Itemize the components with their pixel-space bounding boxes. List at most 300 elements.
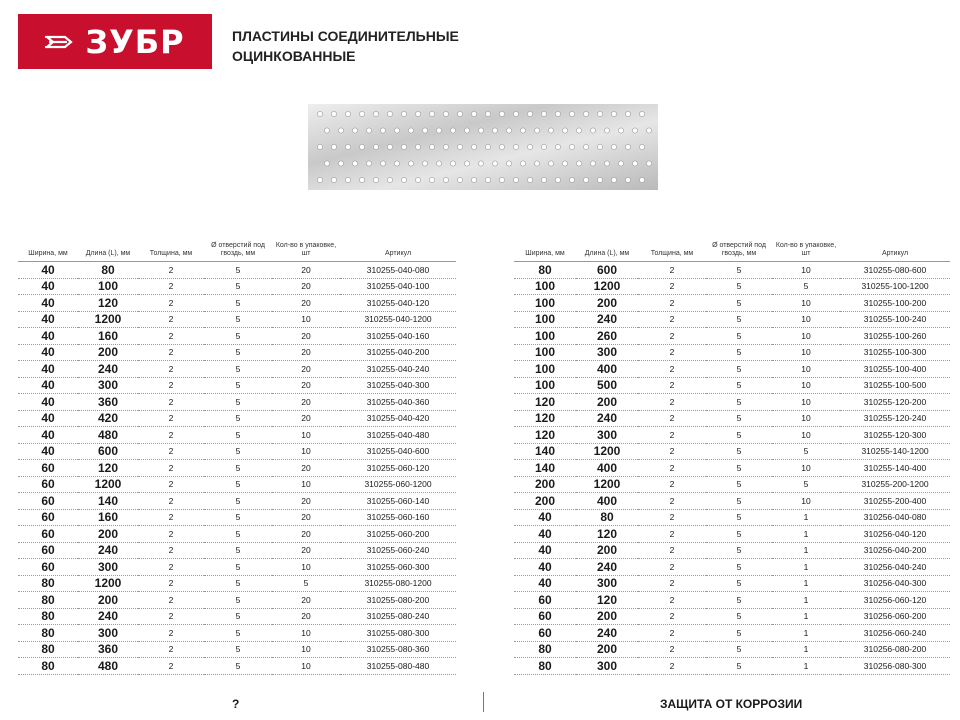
col-width: Ширина, мм xyxy=(18,230,78,262)
plate-hole xyxy=(485,144,490,149)
thickness-cell: 2 xyxy=(638,344,706,361)
plate-hole xyxy=(520,128,525,133)
length-cell: 120 xyxy=(78,460,138,477)
brand-logo xyxy=(18,14,212,69)
plate-hole xyxy=(499,177,504,182)
article-cell: 310255-060-140 xyxy=(340,493,456,510)
plate-hole xyxy=(534,128,539,133)
hole-diameter-cell: 5 xyxy=(204,344,272,361)
table-row xyxy=(18,625,456,642)
pack-qty-cell: 20 xyxy=(272,278,340,295)
plate-hole xyxy=(569,177,574,182)
width-cell: 100 xyxy=(514,295,576,312)
article-cell: 310255-080-600 xyxy=(840,262,950,279)
hole-diameter-cell: 5 xyxy=(706,295,772,312)
plate-hole xyxy=(317,111,322,116)
table-row xyxy=(18,641,456,658)
thickness-cell: 2 xyxy=(138,328,204,345)
table-row xyxy=(18,592,456,609)
plate-hole xyxy=(387,144,392,149)
plate-hole xyxy=(555,144,560,149)
plate-hole xyxy=(387,111,392,116)
pack-qty-cell: 20 xyxy=(272,526,340,543)
hole-diameter-cell: 5 xyxy=(204,592,272,609)
hole-diameter-cell: 5 xyxy=(706,410,772,427)
article-cell: 310255-120-240 xyxy=(840,410,950,427)
plate-hole xyxy=(408,161,413,166)
plate-hole xyxy=(576,128,581,133)
thickness-cell: 2 xyxy=(638,443,706,460)
hole-diameter-cell: 5 xyxy=(706,608,772,625)
thickness-cell: 2 xyxy=(638,526,706,543)
plate-hole xyxy=(646,161,651,166)
article-cell: 310255-040-100 xyxy=(340,278,456,295)
table-row xyxy=(514,328,950,345)
table-row xyxy=(514,295,950,312)
pack-qty-cell: 1 xyxy=(772,559,840,576)
hole-diameter-cell: 5 xyxy=(204,509,272,526)
article-cell: 310255-040-480 xyxy=(340,427,456,444)
table-row xyxy=(18,427,456,444)
length-cell: 1200 xyxy=(576,476,638,493)
thickness-cell: 2 xyxy=(138,361,204,378)
plate-hole xyxy=(471,111,476,116)
col-pack-qty: Кол-во в упаковке, шт xyxy=(272,230,340,262)
width-cell: 40 xyxy=(18,328,78,345)
hole-diameter-cell: 5 xyxy=(706,377,772,394)
thickness-cell: 2 xyxy=(638,509,706,526)
pack-qty-cell: 20 xyxy=(272,377,340,394)
thickness-cell: 2 xyxy=(138,509,204,526)
plate-hole xyxy=(611,144,616,149)
table-row xyxy=(514,559,950,576)
article-cell: 310255-200-1200 xyxy=(840,476,950,493)
thickness-cell: 2 xyxy=(138,443,204,460)
plate-hole xyxy=(380,128,385,133)
thickness-cell: 2 xyxy=(138,262,204,279)
plate-hole xyxy=(604,161,609,166)
article-cell: 310255-100-300 xyxy=(840,344,950,361)
thickness-cell: 2 xyxy=(638,625,706,642)
length-cell: 240 xyxy=(576,311,638,328)
pack-qty-cell: 10 xyxy=(272,625,340,642)
thickness-cell: 2 xyxy=(638,278,706,295)
thickness-cell: 2 xyxy=(638,592,706,609)
perforated-plate-image xyxy=(308,104,658,190)
table-row xyxy=(514,443,950,460)
plate-hole xyxy=(569,144,574,149)
right-spec-table xyxy=(514,230,950,675)
article-cell: 310255-080-200 xyxy=(340,592,456,609)
thickness-cell: 2 xyxy=(138,592,204,609)
length-cell: 360 xyxy=(78,641,138,658)
width-cell: 80 xyxy=(18,625,78,642)
plate-hole xyxy=(352,128,357,133)
thickness-cell: 2 xyxy=(138,394,204,411)
pack-qty-cell: 10 xyxy=(772,493,840,510)
table-row xyxy=(18,526,456,543)
article-cell: 310255-040-120 xyxy=(340,295,456,312)
pack-qty-cell: 10 xyxy=(272,311,340,328)
width-cell: 40 xyxy=(18,427,78,444)
plate-hole xyxy=(583,177,588,182)
plate-hole xyxy=(387,177,392,182)
length-cell: 1200 xyxy=(78,476,138,493)
width-cell: 40 xyxy=(18,443,78,460)
length-cell: 420 xyxy=(78,410,138,427)
hole-diameter-cell: 5 xyxy=(204,443,272,460)
width-cell: 80 xyxy=(18,575,78,592)
table-row xyxy=(514,575,950,592)
plate-hole xyxy=(646,128,651,133)
hole-diameter-cell: 5 xyxy=(204,625,272,642)
table-row xyxy=(514,410,950,427)
width-cell: 100 xyxy=(514,328,576,345)
plate-hole xyxy=(352,161,357,166)
pack-qty-cell: 10 xyxy=(772,361,840,378)
table-row xyxy=(514,509,950,526)
plate-hole xyxy=(436,128,441,133)
plate-hole xyxy=(590,128,595,133)
hole-diameter-cell: 5 xyxy=(706,493,772,510)
hole-diameter-cell: 5 xyxy=(204,608,272,625)
hole-diameter-cell: 5 xyxy=(204,311,272,328)
plate-hole xyxy=(345,177,350,182)
pack-qty-cell: 20 xyxy=(272,410,340,427)
table-row xyxy=(18,658,456,675)
width-cell: 80 xyxy=(18,641,78,658)
plate-hole xyxy=(429,177,434,182)
thickness-cell: 2 xyxy=(638,542,706,559)
article-cell: 310256-040-300 xyxy=(840,575,950,592)
plate-hole xyxy=(548,128,553,133)
thickness-cell: 2 xyxy=(138,295,204,312)
length-cell: 1200 xyxy=(78,575,138,592)
hole-diameter-cell: 5 xyxy=(706,262,772,279)
plate-hole xyxy=(331,144,336,149)
length-cell: 80 xyxy=(78,262,138,279)
article-cell: 310256-060-200 xyxy=(840,608,950,625)
thickness-cell: 2 xyxy=(138,344,204,361)
width-cell: 200 xyxy=(514,476,576,493)
plate-hole xyxy=(457,144,462,149)
col-length: Длина (L), мм xyxy=(78,230,138,262)
pack-qty-cell: 10 xyxy=(272,641,340,658)
footer-divider xyxy=(483,692,484,712)
pack-qty-cell: 5 xyxy=(272,575,340,592)
pack-qty-cell: 10 xyxy=(772,460,840,477)
thickness-cell: 2 xyxy=(638,295,706,312)
width-cell: 40 xyxy=(18,295,78,312)
plate-hole xyxy=(597,144,602,149)
pack-qty-cell: 20 xyxy=(272,592,340,609)
article-cell: 310255-100-260 xyxy=(840,328,950,345)
plate-hole xyxy=(331,177,336,182)
article-cell: 310255-060-240 xyxy=(340,542,456,559)
width-cell: 80 xyxy=(514,641,576,658)
thickness-cell: 2 xyxy=(638,493,706,510)
plate-hole xyxy=(639,111,644,116)
thickness-cell: 2 xyxy=(638,559,706,576)
hole-diameter-cell: 5 xyxy=(706,658,772,675)
col-article: Артикул xyxy=(840,230,950,262)
plate-hole xyxy=(639,144,644,149)
article-cell: 310255-100-200 xyxy=(840,295,950,312)
plate-hole xyxy=(401,111,406,116)
hole-diameter-cell: 5 xyxy=(706,509,772,526)
hole-diameter-cell: 5 xyxy=(204,641,272,658)
pack-qty-cell: 1 xyxy=(772,526,840,543)
article-cell: 310255-040-420 xyxy=(340,410,456,427)
length-cell: 160 xyxy=(78,328,138,345)
hole-diameter-cell: 5 xyxy=(204,394,272,411)
hole-diameter-cell: 5 xyxy=(204,328,272,345)
table-row xyxy=(514,278,950,295)
hole-diameter-cell: 5 xyxy=(706,592,772,609)
pack-qty-cell: 10 xyxy=(772,394,840,411)
plate-hole xyxy=(513,144,518,149)
hole-diameter-cell: 5 xyxy=(706,476,772,493)
plate-hole xyxy=(324,161,329,166)
width-cell: 120 xyxy=(514,394,576,411)
length-cell: 300 xyxy=(78,559,138,576)
pack-qty-cell: 1 xyxy=(772,542,840,559)
table-row xyxy=(18,262,456,279)
width-cell: 40 xyxy=(514,509,576,526)
brand-arrows-icon xyxy=(45,31,79,53)
width-cell: 100 xyxy=(514,377,576,394)
width-cell: 40 xyxy=(18,262,78,279)
width-cell: 40 xyxy=(514,526,576,543)
plate-hole xyxy=(443,144,448,149)
plate-hole xyxy=(366,128,371,133)
article-cell: 310255-100-400 xyxy=(840,361,950,378)
pack-qty-cell: 20 xyxy=(272,344,340,361)
table-row xyxy=(514,427,950,444)
hole-diameter-cell: 5 xyxy=(706,575,772,592)
width-cell: 120 xyxy=(514,427,576,444)
article-cell: 310255-060-200 xyxy=(340,526,456,543)
hole-diameter-cell: 5 xyxy=(204,542,272,559)
plate-hole xyxy=(541,144,546,149)
width-cell: 40 xyxy=(18,344,78,361)
length-cell: 600 xyxy=(78,443,138,460)
thickness-cell: 2 xyxy=(138,427,204,444)
plate-hole xyxy=(359,111,364,116)
width-cell: 100 xyxy=(514,361,576,378)
table-row xyxy=(18,443,456,460)
hole-diameter-cell: 5 xyxy=(706,526,772,543)
plate-hole xyxy=(415,144,420,149)
hole-diameter-cell: 5 xyxy=(706,542,772,559)
length-cell: 300 xyxy=(576,658,638,675)
pack-qty-cell: 20 xyxy=(272,361,340,378)
plate-hole xyxy=(555,111,560,116)
thickness-cell: 2 xyxy=(638,361,706,378)
page-title xyxy=(232,26,459,66)
pack-qty-cell: 10 xyxy=(272,443,340,460)
plate-hole xyxy=(541,111,546,116)
plate-hole xyxy=(464,161,469,166)
thickness-cell: 2 xyxy=(138,559,204,576)
hole-diameter-cell: 5 xyxy=(204,262,272,279)
plate-hole xyxy=(506,128,511,133)
article-cell: 310256-040-200 xyxy=(840,542,950,559)
table-row xyxy=(18,410,456,427)
thickness-cell: 2 xyxy=(138,625,204,642)
plate-hole xyxy=(331,111,336,116)
plate-hole xyxy=(415,177,420,182)
article-cell: 310255-100-500 xyxy=(840,377,950,394)
thickness-cell: 2 xyxy=(638,311,706,328)
thickness-cell: 2 xyxy=(138,658,204,675)
pack-qty-cell: 20 xyxy=(272,542,340,559)
plate-hole xyxy=(639,177,644,182)
table-row xyxy=(18,278,456,295)
width-cell: 80 xyxy=(18,608,78,625)
length-cell: 300 xyxy=(78,625,138,642)
pack-qty-cell: 1 xyxy=(772,509,840,526)
plate-hole xyxy=(583,111,588,116)
pack-qty-cell: 20 xyxy=(272,394,340,411)
plate-hole xyxy=(422,128,427,133)
hole-diameter-cell: 5 xyxy=(204,476,272,493)
article-cell: 310256-080-300 xyxy=(840,658,950,675)
width-cell: 140 xyxy=(514,443,576,460)
col-article: Артикул xyxy=(340,230,456,262)
length-cell: 360 xyxy=(78,394,138,411)
table-row xyxy=(18,311,456,328)
plate-hole xyxy=(618,161,623,166)
table-row xyxy=(18,295,456,312)
plate-hole xyxy=(443,177,448,182)
pack-qty-cell: 1 xyxy=(772,658,840,675)
table-row xyxy=(514,658,950,675)
table-row xyxy=(514,641,950,658)
width-cell: 60 xyxy=(18,559,78,576)
thickness-cell: 2 xyxy=(138,493,204,510)
length-cell: 140 xyxy=(78,493,138,510)
plate-hole xyxy=(625,144,630,149)
width-cell: 40 xyxy=(18,377,78,394)
pack-qty-cell: 20 xyxy=(272,493,340,510)
thickness-cell: 2 xyxy=(638,460,706,477)
plate-hole xyxy=(562,161,567,166)
article-cell: 310255-120-300 xyxy=(840,427,950,444)
article-cell: 310255-060-300 xyxy=(340,559,456,576)
plate-hole xyxy=(611,177,616,182)
pack-qty-cell: 20 xyxy=(272,328,340,345)
length-cell: 240 xyxy=(576,410,638,427)
width-cell: 60 xyxy=(18,542,78,559)
article-cell: 310255-140-1200 xyxy=(840,443,950,460)
article-cell: 310255-060-120 xyxy=(340,460,456,477)
table-row xyxy=(18,575,456,592)
table-row xyxy=(514,608,950,625)
col-thickness: Толщина, мм xyxy=(638,230,706,262)
width-cell: 40 xyxy=(514,559,576,576)
pack-qty-cell: 1 xyxy=(772,592,840,609)
hole-diameter-cell: 5 xyxy=(204,559,272,576)
length-cell: 300 xyxy=(576,344,638,361)
length-cell: 260 xyxy=(576,328,638,345)
width-cell: 40 xyxy=(18,278,78,295)
plate-hole xyxy=(394,161,399,166)
length-cell: 200 xyxy=(78,592,138,609)
article-cell: 310255-060-160 xyxy=(340,509,456,526)
plate-hole xyxy=(555,177,560,182)
width-cell: 40 xyxy=(18,361,78,378)
table-row xyxy=(18,542,456,559)
thickness-cell: 2 xyxy=(138,542,204,559)
width-cell: 80 xyxy=(18,592,78,609)
article-cell: 310255-040-160 xyxy=(340,328,456,345)
width-cell: 60 xyxy=(18,460,78,477)
length-cell: 200 xyxy=(576,542,638,559)
table-row xyxy=(514,542,950,559)
width-cell: 140 xyxy=(514,460,576,477)
table-row xyxy=(514,592,950,609)
plate-hole xyxy=(450,128,455,133)
plate-hole xyxy=(366,161,371,166)
plate-hole xyxy=(625,111,630,116)
width-cell: 100 xyxy=(514,311,576,328)
hole-diameter-cell: 5 xyxy=(706,278,772,295)
table-row xyxy=(18,460,456,477)
article-cell: 310255-040-1200 xyxy=(340,311,456,328)
hole-diameter-cell: 5 xyxy=(204,460,272,477)
length-cell: 200 xyxy=(78,526,138,543)
title-line-2: ОЦИНКОВАННЫЕ xyxy=(232,48,356,64)
pack-qty-cell: 1 xyxy=(772,641,840,658)
plate-hole xyxy=(345,111,350,116)
plate-hole xyxy=(569,111,574,116)
hole-diameter-cell: 5 xyxy=(204,526,272,543)
thickness-cell: 2 xyxy=(638,476,706,493)
hole-diameter-cell: 5 xyxy=(204,575,272,592)
col-thickness: Толщина, мм xyxy=(138,230,204,262)
footer-left-text: ? xyxy=(232,697,240,711)
width-cell: 40 xyxy=(514,542,576,559)
thickness-cell: 2 xyxy=(638,377,706,394)
width-cell: 100 xyxy=(514,278,576,295)
pack-qty-cell: 10 xyxy=(772,328,840,345)
pack-qty-cell: 10 xyxy=(272,559,340,576)
col-pack-qty: Кол-во в упаковке, шт xyxy=(772,230,840,262)
thickness-cell: 2 xyxy=(638,575,706,592)
length-cell: 80 xyxy=(576,509,638,526)
plate-hole xyxy=(485,111,490,116)
col-length: Длина (L), мм xyxy=(576,230,638,262)
pack-qty-cell: 20 xyxy=(272,295,340,312)
table-row xyxy=(514,377,950,394)
plate-hole xyxy=(597,111,602,116)
plate-hole xyxy=(513,177,518,182)
hole-diameter-cell: 5 xyxy=(204,278,272,295)
article-cell: 310255-080-1200 xyxy=(340,575,456,592)
plate-hole xyxy=(429,111,434,116)
pack-qty-cell: 10 xyxy=(272,476,340,493)
table-row xyxy=(18,509,456,526)
plate-hole xyxy=(632,161,637,166)
article-cell: 310255-040-300 xyxy=(340,377,456,394)
thickness-cell: 2 xyxy=(638,608,706,625)
length-cell: 240 xyxy=(576,559,638,576)
plate-hole xyxy=(583,144,588,149)
table-row xyxy=(18,328,456,345)
length-cell: 400 xyxy=(576,361,638,378)
article-cell: 310255-080-360 xyxy=(340,641,456,658)
